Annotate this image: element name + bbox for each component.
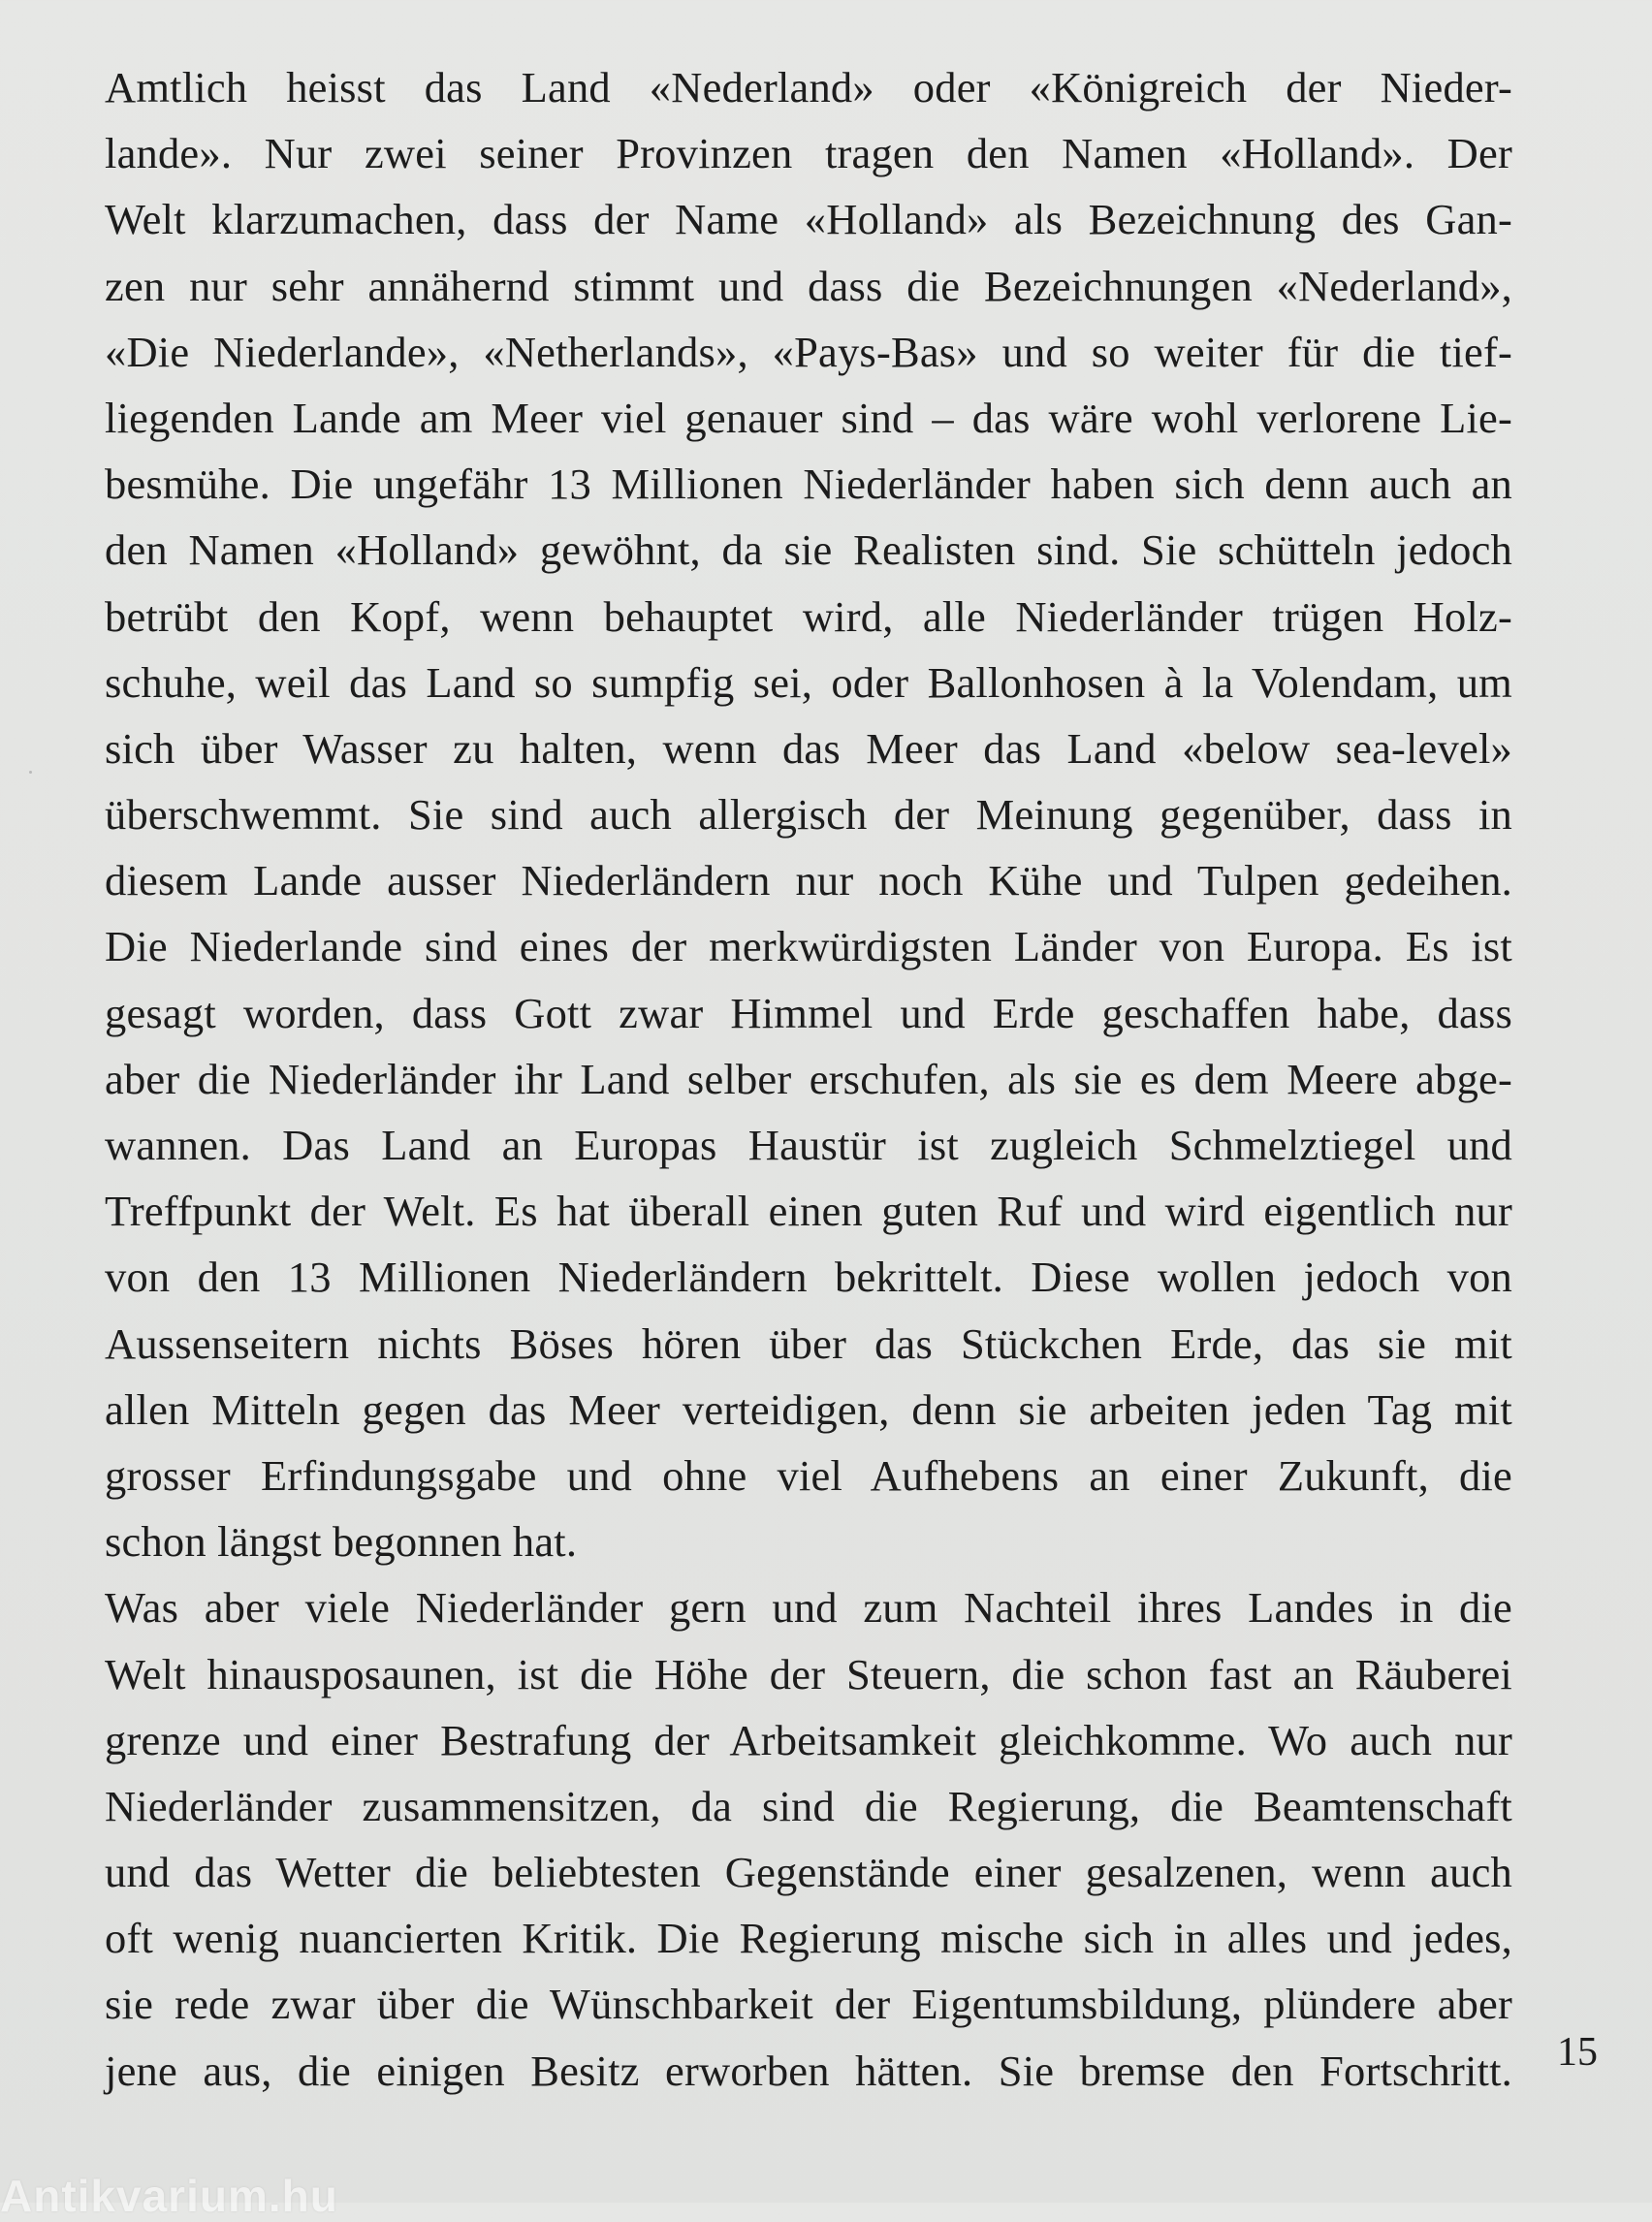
text-line: jene aus, die einigen Besitz erworben hätten. Sie bremse den Fortschritt. [105, 2046, 1512, 2095]
text-line: sich über Wasser zu halten, wenn das Meer das Land «below sea-level» [105, 723, 1512, 773]
text-line: Die Niederlande sind eines der merkwürdigsten Länder von Europa. Es ist [105, 922, 1512, 971]
text-line: wannen. Das Land an Europas Haustür ist zugleich Schmelztiegel und [105, 1121, 1512, 1169]
text-line: diesem Lande ausser Niederländern nur noch Kühe und Tulpen gedeihen. [105, 856, 1512, 905]
text-line: und das Wetter die beliebtesten Gegenstände einer gesalzenen, wenn auch [105, 1848, 1512, 1897]
text-line: Was aber viele Niederländer gern und zum Nachteil ihres Landes in die [105, 1583, 1512, 1633]
text-line: schuhe, weil das Land so sumpfig sei, oder Ballonhosen à la Volendam, um [105, 657, 1512, 707]
text-line: Amtlich heisst das Land «Nederland» oder «Königreich der Nieder- [105, 63, 1512, 111]
text-line: aber die Niederländer ihr Land selber erschufen, als sie es dem Meere abge- [105, 1054, 1512, 1103]
text-line: sie rede zwar über die Wünschbarkeit der Eigentumsbildung, plündere aber [105, 1980, 1512, 2029]
text-line: liegenden Lande am Meer viel genauer sind – das wäre wohl verlorene Lie- [105, 393, 1512, 442]
text-line: den Namen «Holland» gewöhnt, da sie Realisten sind. Sie schütteln jedoch [105, 525, 1512, 575]
text-line: Treffpunkt der Welt. Es hat überall einen guten Ruf und wird eigentlich nur [105, 1187, 1512, 1236]
paper-speck [29, 771, 32, 774]
text-line: allen Mitteln gegen das Meer verteidigen, denn sie arbeiten jeden Tag mit [105, 1384, 1512, 1434]
body-text [105, 54, 1512, 2104]
paragraph-end-line: schon längst begonnen hat. [105, 1517, 578, 1567]
text-line: «Die Niederlande», «Netherlands», «Pays-Bas» und so weiter für die tief- [105, 327, 1512, 376]
text-line: Aussenseitern nichts Böses hören über das Stückchen Erde, das sie mit [105, 1318, 1512, 1368]
watermark-logo: Antikvarium.hu [0, 2171, 338, 2221]
text-line: zen nur sehr annähernd stimmt und dass die Bezeichnungen «Nederland», [105, 261, 1512, 310]
text-line: lande». Nur zwei seiner Provinzen tragen den Namen «Holland». Der [105, 129, 1512, 178]
text-line: grosser Erfindungsgabe und ohne viel Aufhebens an einer Zukunft, die [105, 1450, 1512, 1500]
text-line: Welt klarzumachen, dass der Name «Holland» als Bezeichnung des Gan- [105, 195, 1512, 244]
text-line: besmühe. Die ungefähr 13 Millionen Niederländer haben sich denn auch an [105, 460, 1512, 509]
text-line: betrübt den Kopf, wenn behauptet wird, alle Niederländer trügen Holz- [105, 591, 1512, 641]
text-line: überschwemmt. Sie sind auch allergisch der Meinung gegenüber, dass in [105, 790, 1512, 840]
page-number: 15 [1557, 2030, 1598, 2075]
text-line: grenze und einer Bestrafung der Arbeitsamkeit gleichkomme. Wo auch nur [105, 1715, 1512, 1764]
text-line: von den 13 Millionen Niederländern bekrittelt. Diese wollen jedoch von [105, 1253, 1512, 1302]
text-line: oft wenig nuancierten Kritik. Die Regierung mische sich in alles und jedes, [105, 1914, 1512, 1963]
text-line: Welt hinausposaunen, ist die Höhe der Steuern, die schon fast an Räuberei [105, 1649, 1512, 1698]
text-line: Niederländer zusammensitzen, da sind die Regierung, die Beamtenschaft [105, 1781, 1512, 1830]
text-line: gesagt worden, dass Gott zwar Himmel und Erde geschaffen habe, dass [105, 988, 1512, 1037]
